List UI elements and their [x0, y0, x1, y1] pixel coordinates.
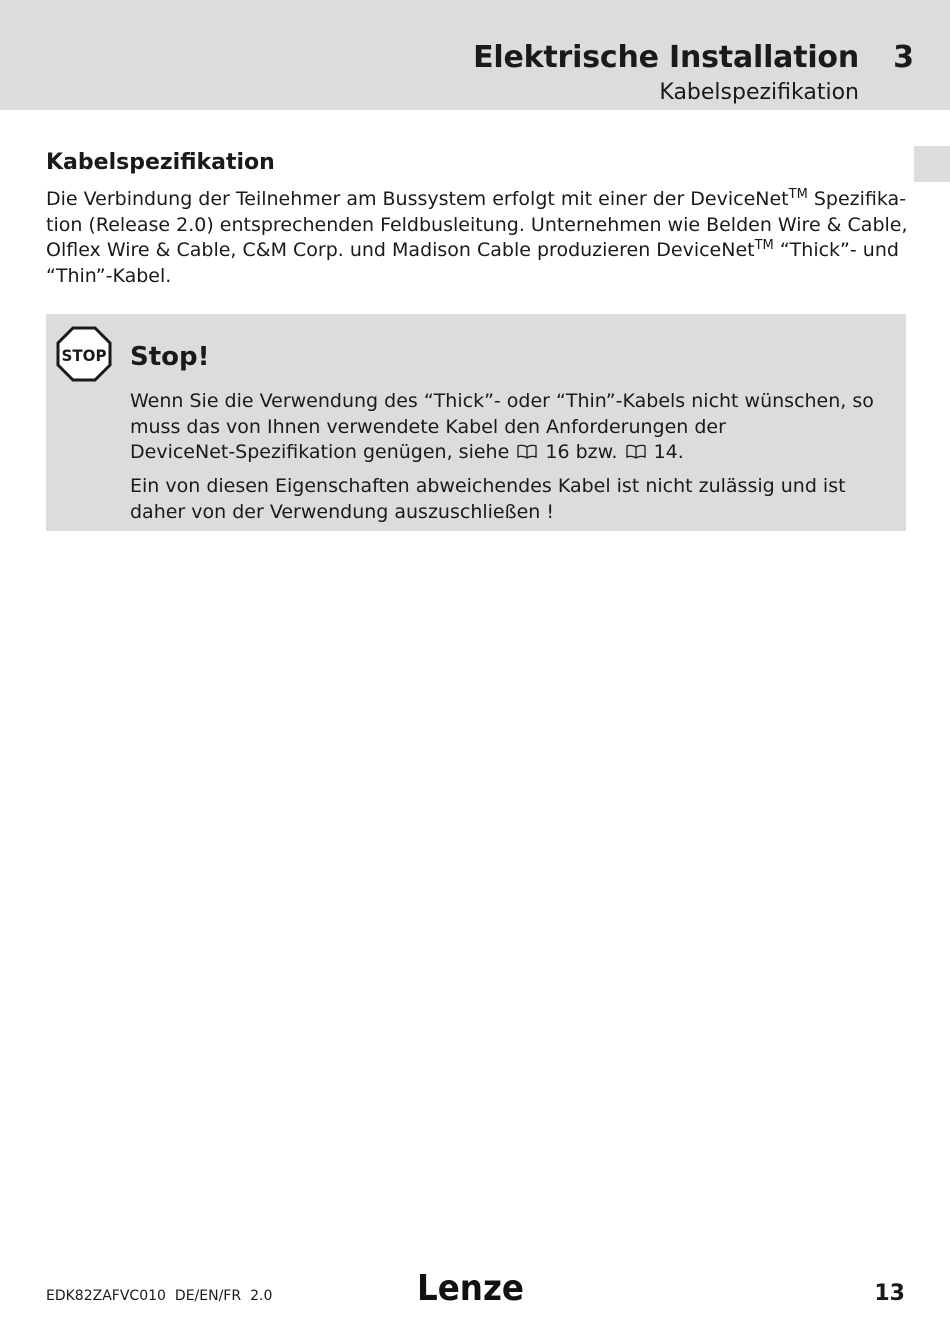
stop-line: daher von der Verwendung auszuschließen ! [130, 500, 554, 523]
chapter-number: 3 [893, 40, 914, 75]
body-line [46, 238, 906, 264]
stop-text-segment: 16 bzw. [545, 441, 618, 463]
stop-title: Stop! [130, 342, 210, 372]
section-body [46, 187, 906, 289]
trademark-sup: TM [788, 187, 808, 202]
footer-languages: DE/EN/FR [174, 1288, 242, 1304]
body-text-segment: Olflex Wire & Cable, C&M Corp. und Madison Cable produzieren DeviceNet [46, 239, 755, 261]
footer-doc-id: EDK82ZAFVC010 [46, 1288, 166, 1304]
header-subtitle: Kabelspezifikation [659, 80, 859, 105]
body-line [46, 187, 906, 213]
trademark-sup: TM [754, 238, 774, 253]
stop-line [130, 440, 900, 466]
body-line: “Thin”-Kabel. [46, 264, 172, 287]
lenze-logo-text: Lenze [417, 1268, 524, 1308]
stop-line: Wenn Sie die Verwendung des “Thick”- oder “Thin”-Kabels nicht wünschen, so [130, 390, 874, 412]
book-reference-icon [517, 444, 537, 459]
page-number: 13 [874, 1281, 905, 1306]
thumb-index-tab [914, 146, 950, 182]
section-heading: Kabelspezifikation [46, 150, 275, 175]
book-reference-icon [626, 444, 646, 459]
stop-text-segment: DeviceNet-Spezifikation genügen, siehe [130, 441, 510, 463]
body-line: tion (Release 2.0) entsprechenden Feldbusleitung. Unternehmen wie Belden Wire & Cable, [46, 213, 908, 236]
stop-line: muss das von Ihnen verwendete Kabel den Anforderungen der [130, 415, 726, 438]
stop-line: Ein von diesen Eigenschaften abweichendes Kabel ist nicht zulässig und ist [130, 475, 846, 497]
body-text-segment: Die Verbindung der Teilnehmer am Bussystem erfolgt mit einer der DeviceNet [46, 188, 789, 210]
stop-paragraph-2 [130, 474, 900, 525]
stop-sign-label: STOP [61, 346, 107, 365]
body-text-segment: “Thick”- und [779, 239, 899, 261]
footer-version: 2.0 [250, 1288, 273, 1304]
stop-sign-icon [56, 326, 112, 382]
chapter-title: Elektrische Installation [473, 40, 859, 75]
body-text-segment: Spezifika- [813, 188, 907, 210]
footer-doc-info [46, 1288, 281, 1304]
lenze-logo [417, 1268, 525, 1308]
stop-paragraph-1 [130, 389, 900, 466]
stop-text-segment: 14. [653, 441, 684, 463]
